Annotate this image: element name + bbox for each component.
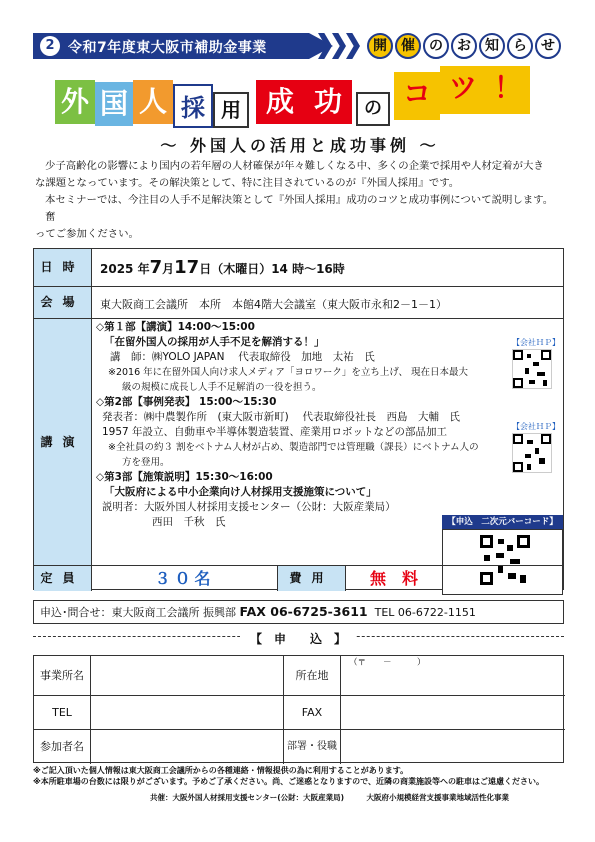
date-value: [100, 257, 345, 278]
note: ※本所駐車場の台数には限りがございます。予めご了承ください。尚、ご迷惑となりますので、近隣の商業施設等への駐車はご遠慮ください。: [33, 777, 544, 786]
part2-note: ※全社員の約３ 割をベトナム人材が占め、製造部門では管理職（課長）にベトナム人の: [108, 442, 479, 453]
notice-char: の: [423, 33, 449, 59]
info-table: [33, 248, 564, 590]
title-block: の: [356, 92, 390, 126]
part2-head: ◇第2部【事例発表】 15:00～15:30: [96, 396, 277, 408]
intro-line: 少子高齢化の影響により国内の若年層の人材確保が年々難しくなる中、多くの企業で採用や人材定着が大き: [45, 160, 544, 172]
lecture-row: [34, 319, 563, 565]
part2-desc: 1957 年設立、自動車や半導体製造装置、産業用ロボットなどの部品加工: [102, 426, 448, 438]
part2-speaker: 発表者：㈱中農製作所 (東大阪市新町) 代表取締役社長 西島 大輔 氏: [102, 411, 461, 423]
lecture-label: 講演: [34, 319, 92, 565]
date-month: 7: [149, 257, 163, 278]
company-hp-label: 【会社ＨＰ】: [512, 338, 560, 347]
address-field[interactable]: [341, 656, 565, 696]
note: ※ご記入頂いた個人情報は東大阪商工会議所からの各種連絡・情報提供の為に利用することがあります。: [33, 766, 409, 775]
tel-field[interactable]: [91, 696, 284, 730]
part1-head: ◇第１部【講演】14:00～15:00: [96, 321, 255, 333]
title-block: 成: [256, 80, 304, 124]
address-label: 所在地: [284, 656, 341, 696]
date-row: [34, 249, 563, 287]
fee-value: 無 料: [369, 569, 418, 588]
date-year: 2025 年: [100, 262, 150, 276]
number-badge: 2: [40, 36, 60, 56]
notice-char: ら: [507, 33, 533, 59]
title-block: 国: [95, 82, 133, 126]
contact-fax: FAX 06-6725-3611: [239, 604, 368, 619]
venue-row: [34, 287, 563, 319]
capacity-value: ３０名: [92, 566, 278, 591]
title-block: 功: [304, 80, 352, 124]
intro-line: ってご参加ください。: [35, 228, 139, 240]
part3-title: 「大阪府による中小企業向け人材採用支援施策について」: [104, 486, 377, 498]
cohost: 共催：大阪外国人材採用支援センター(公財：大阪産業局) 大阪府小規模経営支援事業地域活性化事業: [150, 793, 510, 802]
tel-label: TEL: [34, 696, 91, 730]
notice-char: 催: [395, 33, 421, 59]
subtitle: ～ 外国人の活用と成功事例 ～: [160, 136, 440, 155]
date-label: 日時: [34, 249, 92, 286]
part1-note: ※2016 年に在留外国人向け求人メディア「ヨロワーク」を立ち上げ、 現在日本最大: [108, 367, 469, 378]
title-block: 用: [213, 92, 249, 128]
intro-text: [35, 158, 565, 243]
notice-char: せ: [535, 33, 561, 59]
lecture-content: [96, 320, 496, 530]
qr-code-icon[interactable]: [512, 433, 552, 473]
title-block: コ: [394, 72, 440, 120]
venue-label: 会場: [34, 287, 92, 318]
fee-label: 費用: [278, 566, 346, 591]
part3-speaker: 説明者：大阪外国人材採用支援センター（公財：大阪産業局）: [102, 501, 396, 513]
title-block: 人: [133, 80, 173, 124]
form-heading: 【 申 込 】: [240, 630, 356, 647]
contact-tel: TEL 06-6722-1151: [374, 606, 476, 619]
barcode-label: 【申込 二次元バーコード】: [442, 515, 563, 529]
qr-code-icon[interactable]: [512, 349, 552, 389]
postal-label: （〒 － ）: [349, 658, 426, 668]
part1-speaker: 講 師：㈱YOLO JAPAN 代表取締役 加地 太祐 氏: [110, 351, 375, 363]
fax-field[interactable]: [341, 696, 565, 730]
title-block: 採: [173, 84, 213, 128]
fax-label: FAX: [284, 696, 341, 730]
venue-value: 東大阪商工会議所 本所 本館4階大会議室（東大阪市永和2－1－1）: [100, 298, 447, 311]
attendee-label: 参加者名: [34, 730, 91, 764]
date-rest: （木曜日）14 時～16時: [211, 262, 345, 276]
dept-field[interactable]: [341, 730, 565, 764]
title-block: 外: [55, 80, 95, 124]
chevron-icon: [332, 33, 346, 59]
intro-line: な課題となっています。その解決策として、特に注目されているのが『外国人採用』です。: [35, 177, 460, 189]
contact-text: 申込･問合せ：東大阪商工会議所 振興部: [40, 606, 240, 619]
date-day: 17: [174, 257, 200, 278]
date-month-unit: 月: [162, 262, 175, 276]
business-name-field[interactable]: [91, 656, 284, 696]
attendee-field[interactable]: [91, 730, 284, 764]
part2-note: 方を登用。: [122, 457, 170, 468]
header-title: 令和7年度東大阪市補助金事業: [68, 40, 267, 56]
dept-label: 部署・役職: [284, 730, 341, 764]
intro-line: 本セミナーでは、今注目の人手不足解決策として『外国人採用』成功のコツと成功事例について説明します。 奮: [45, 194, 554, 223]
chevron-icon: [346, 33, 360, 59]
capacity-label: 定員: [34, 566, 92, 591]
date-day-unit: 日: [199, 262, 212, 276]
company-hp-label: 【会社ＨＰ】: [512, 422, 560, 431]
capacity-row: [34, 565, 563, 591]
business-name-label: 事業所名: [34, 656, 91, 696]
part1-note: 級の規模に成長し人手不足解消の一役を担う。: [122, 382, 322, 393]
notice-char: お: [451, 33, 477, 59]
part1-title: 「在留外国人の採用が人手不足を解消する！」: [104, 336, 325, 348]
title-block: ツ: [440, 66, 486, 114]
part3-speaker: 西田 千秋 氏: [152, 516, 226, 528]
part3-head: ◇第3部【施策説明】15:30～16:00: [96, 471, 273, 483]
application-form: [33, 655, 564, 763]
notice-char: 開: [367, 33, 393, 59]
title-block: ！: [486, 66, 530, 114]
contact-box: [33, 600, 564, 624]
notice-char: 知: [479, 33, 505, 59]
